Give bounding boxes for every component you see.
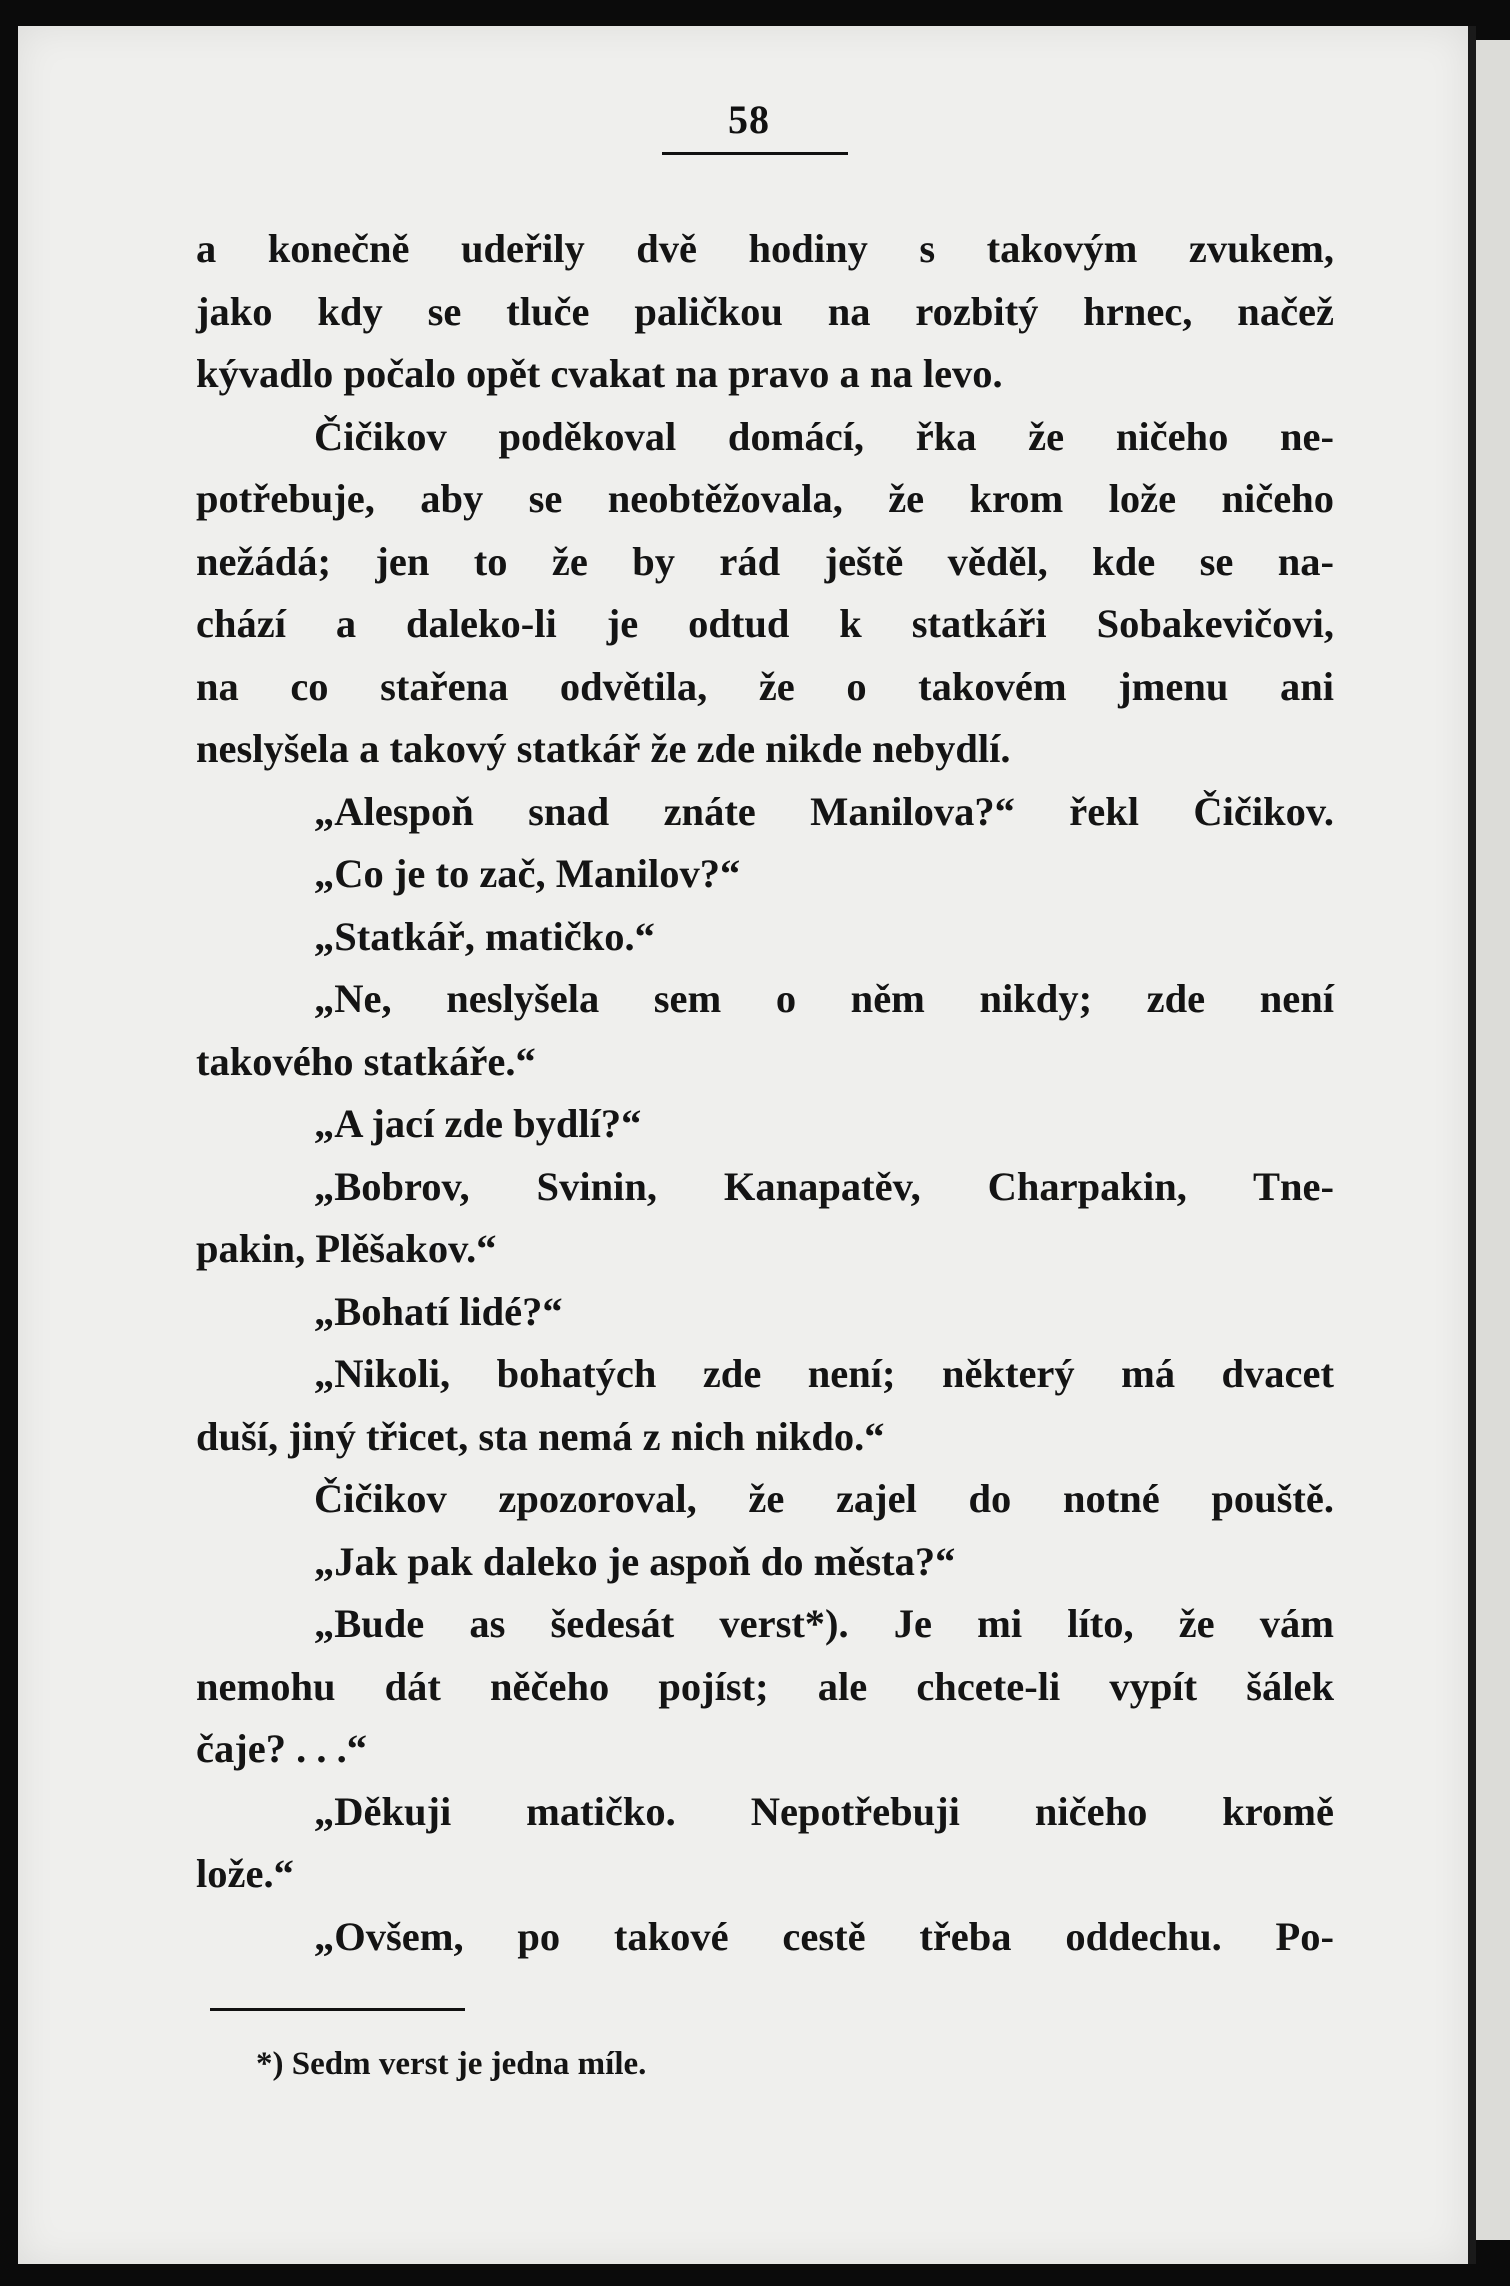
text-line: jako kdy se tluče paličkou na rozbitý hrnec, načež: [196, 288, 1334, 334]
footnote-rule: [210, 2008, 465, 2011]
text-line: neslyšela a takový statkář že zde nikde nebydlí.: [196, 726, 1011, 771]
text-line: čaje? . . .“: [196, 1726, 367, 1771]
text-line: „A jací zde bydlí?“: [314, 1101, 642, 1146]
page-edge: [1468, 26, 1476, 2264]
text-line: „Bohatí lidé?“: [314, 1288, 563, 1334]
body-text: [196, 218, 1334, 1968]
text-line: „Alespoň snad znáte Manilova?“ řekl Čičikov.: [314, 788, 1334, 834]
text-line: Čičikov poděkoval domácí, řka že ničeho ne-: [314, 413, 1334, 459]
text-line: „Co je to zač, Manilov?“: [314, 851, 741, 896]
text-line: chází a daleko-li je odtud k statkáři Sobakevičovi,: [196, 601, 1334, 646]
adjacent-page-edge: [1476, 40, 1510, 2240]
text-line: „Bude as šedesát verst*). Je mi líto, že vám: [314, 1601, 1334, 1646]
text-line: „Děkuji matičko. Nepotřebuji ničeho kromě: [314, 1788, 1334, 1834]
text-line: nežádá; jen to že by rád ještě věděl, kde se na-: [196, 538, 1334, 584]
text-line: pakin, Plěšakov.“: [196, 1226, 497, 1271]
footnote: *) Sedm verst je jedna míle.: [256, 2046, 647, 2082]
text-line: „Statkář, matičko.“: [314, 913, 655, 959]
text-line: a konečně udeřily dvě hodiny s takovým zvukem,: [196, 226, 1334, 271]
text-line: kývadlo počalo opět cvakat na pravo a na levo.: [196, 351, 1003, 396]
page-number-rule: [662, 152, 848, 155]
text-line: potřebuje, aby se neobtěžovala, že krom lože ničeho: [196, 476, 1334, 521]
text-line: na co stařena odvětila, že o takovém jmenu ani: [196, 663, 1334, 709]
page-number: 58: [728, 97, 770, 142]
text-line: „Ovšem, po takové cestě třeba oddechu. Po-: [314, 1913, 1334, 1959]
text-line: „Ne, neslyšela sem o něm nikdy; zde není: [314, 976, 1334, 1021]
text-line: „Jak pak daleko je aspoň do města?“: [314, 1538, 956, 1584]
text-line: takového statkáře.“: [196, 1038, 536, 1084]
text-line: duší, jiný třicet, sta nemá z nich nikdo.“: [196, 1413, 885, 1459]
text-line: nemohu dát něčeho pojíst; ale chcete-li vypít šálek: [196, 1663, 1334, 1709]
text-line: lože.“: [196, 1851, 294, 1896]
text-line: Čičikov zpozoroval, že zajel do notné pouště.: [314, 1476, 1334, 1521]
text-line: „Bobrov, Svinin, Kanapatěv, Charpakin, Tne-: [314, 1163, 1334, 1209]
text-line: „Nikoli, bohatých zde není; některý má dvacet: [314, 1351, 1334, 1396]
